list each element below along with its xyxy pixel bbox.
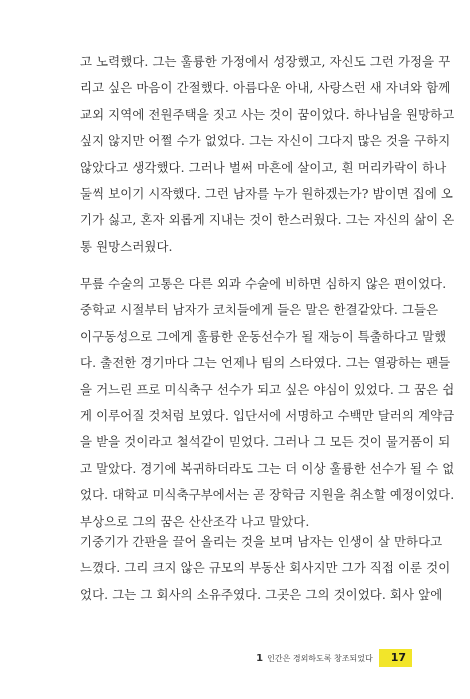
text-line: 을 거느린 프로 미식축구 선수가 되고 싶은 야심이 있었다. 그 꿈은 쉽 xyxy=(80,381,455,397)
text-line: 기중기가 간판을 끌어 올리는 것을 보며 남자는 인생이 살 만하다고 xyxy=(80,534,443,549)
text-line: 었다. 대학교 미식축구부에서는 곧 장학금 지원을 취소할 예정이었다. xyxy=(80,487,455,503)
text-line: 않았다고 생각했다. 그러나 벌써 마흔에 살이고, 흰 머리카락이 하나 xyxy=(80,159,447,175)
text-line: 느꼈다. 그리 크지 않은 규모의 부동산 회사지만 그가 직접 이룬 것이 xyxy=(80,560,451,576)
text-line: 게 이루어질 것처럼 보였다. 입단서에 서명하고 수백만 달러의 계약금 xyxy=(80,407,455,423)
body-paragraph-3 xyxy=(80,529,451,608)
text-line: 둘씩 보이기 시작했다. 그런 남자를 누가 원하겠는가? 밤이면 집에 오 xyxy=(80,185,454,201)
text-line: 리고 싶은 마음이 간절했다. 아름다운 아내, 사랑스런 새 자녀와 함께 xyxy=(80,80,451,96)
text-line: 다. 출전한 경기마다 그는 언제나 팀의 스타였다. 그는 열광하는 팬들 xyxy=(80,355,451,371)
text-line: 을 받을 것이라고 철석같이 믿었다. 그러나 그 모든 것이 물거품이 되 xyxy=(80,434,451,450)
text-line: 고 말았다. 경기에 복귀하더라도 그는 더 이상 훌륭한 선수가 될 수 없 xyxy=(80,460,455,476)
text-line: 부상으로 그의 꿈은 산산조각 나고 말았다. xyxy=(80,513,310,529)
text-line: 통 원망스러웠다. xyxy=(80,238,173,254)
text-line: 중학교 시절부터 남자가 코치들에게 들은 말은 한결같았다. 그들은 xyxy=(80,302,439,318)
chapter-title: 인간은 경외하도록 창조되었다 xyxy=(267,653,373,663)
body-paragraph-1 xyxy=(80,49,455,260)
chapter-number: 1 xyxy=(256,652,264,664)
text-line: 이구동성으로 그에게 훌륭한 운동선수가 될 재능이 특출하다고 말했 xyxy=(80,328,447,344)
text-line: 기가 싫고, 혼자 외롭게 지내는 것이 한스러웠다. 그는 자신의 삶이 온 xyxy=(80,212,455,228)
text-line: 싶지 않지만 어쩔 수가 없었다. 그는 자신이 그다지 많은 것을 구하지 xyxy=(80,133,451,149)
text-line: 교외 지역에 전원주택을 짓고 사는 것이 꿈이었다. 하나님을 원망하고 xyxy=(80,106,455,122)
text-line: 었다. 그는 그 회사의 소유주였다. 그곳은 그의 것이었다. 회사 앞에 xyxy=(80,586,443,602)
body-paragraph-2 xyxy=(80,271,455,535)
text-line: 무릎 수술의 고통은 다른 외과 수술에 비하면 심하지 않은 편이었다. xyxy=(80,276,447,291)
text-line: 고 노력했다. 그는 훌륭한 가정에서 성장했고, 자신도 그런 가정을 꾸 xyxy=(80,54,451,69)
page-footer xyxy=(256,648,412,668)
page-number: 17 xyxy=(379,649,412,667)
